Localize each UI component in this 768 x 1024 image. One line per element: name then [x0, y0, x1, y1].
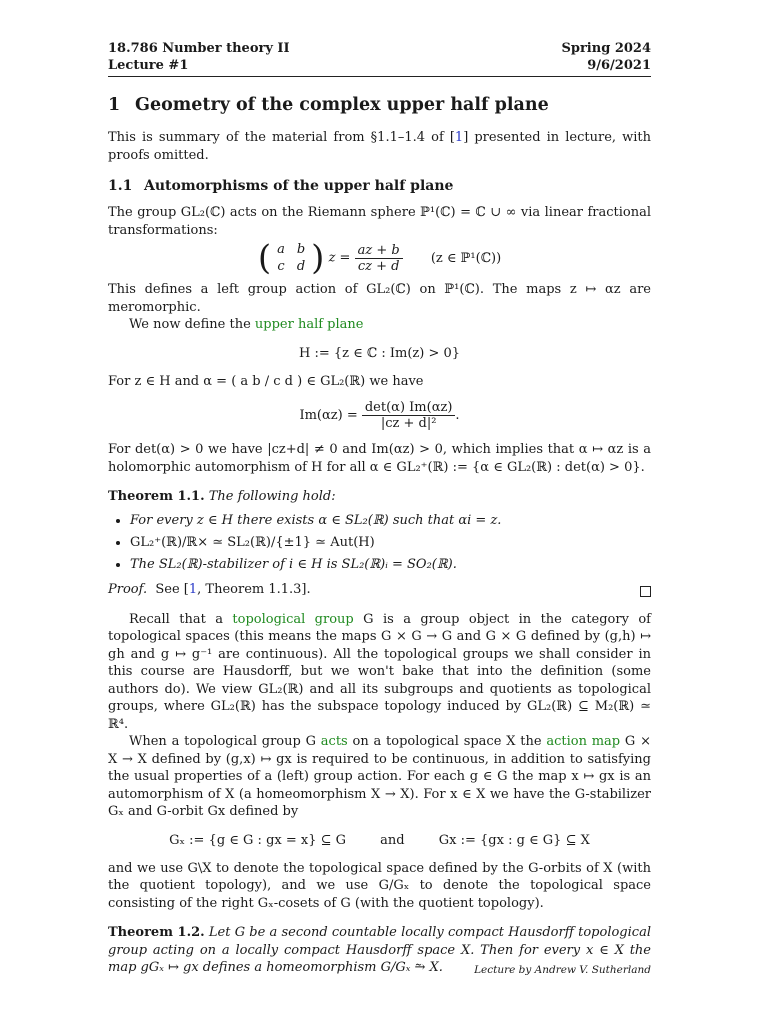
paragraph-quotient-topology: and we use G\X to denote the topological space defined by the G-orbits of X (with the quotient topology), and we use G/Gₓ to denote the topological space consisting of the right Gₓ-cosets of G (with the quotient topology). [108, 860, 651, 911]
paragraph-text: on a topological space X the [347, 734, 547, 749]
header-rule [108, 76, 651, 77]
theorem-1-1 [108, 488, 651, 506]
define-text: We now define the [129, 317, 255, 332]
paragraph-action-map [108, 733, 651, 821]
topological-group-link[interactable]: topological group [232, 611, 354, 627]
equation-period: . [455, 408, 460, 423]
intro-text-end: ] presented in lecture, with proofs omitted. [108, 130, 651, 163]
section-number: 1 [108, 95, 121, 115]
equation-lhs: Im(αz) = [299, 408, 358, 423]
paragraph-text: G is a group object in the category of topological spaces (this means the maps G × G → G and G × G defined by (g,h) ↦ gh and g ↦ g⁻¹ are continuous). All the topological groups we shall consider in this course are Hausdorff, but we won't bake that into the definition (some authors do). We view GL₂(ℝ) and all its subgroups and quotients as topological groups, where GL₂(ℝ) has the subspace topology induced by GL₂(ℝ) ⊆ M₂(ℝ) ≃ ℝ⁴. [108, 611, 651, 732]
action-map-link[interactable]: action map [546, 734, 621, 749]
footer-attribution: Lecture by Andrew V. Sutherland [474, 964, 651, 976]
citation-link[interactable]: 1 [188, 581, 198, 597]
numerator: az + b [355, 243, 403, 259]
equation-lhs: z = [328, 250, 351, 266]
proof-text-end: , Theorem 1.1.3]. [197, 581, 311, 597]
paragraph-topological-group [108, 611, 651, 734]
qed-icon [640, 586, 651, 597]
theorem-intro: The following hold: [208, 489, 336, 504]
lecture-number: Lecture #1 [108, 58, 189, 73]
theorem-body: Let G be a second countable locally compact Hausdorff topological group acting on a locally compact Hausdorff space X. Then for every x ∈ X the map gGₓ ↦ gx defines a homeomorphism G/Gₓ ⥲ X. [108, 925, 651, 975]
paragraph-for-z-in-h: For z ∈ H and α = ( a b / c d ) ∈ GL₂(ℝ) we have [108, 373, 424, 389]
paragraph-define-upper-half-plane [108, 316, 651, 334]
equation-linear-fractional [108, 238, 651, 278]
matrix-entry: c [277, 259, 285, 274]
fraction [355, 243, 403, 274]
equation-upper-half-plane: H := {z ∈ ℂ : Im(z) > 0} [298, 345, 461, 361]
theorem-label: Theorem 1.2. [108, 925, 205, 940]
list-item: • GL₂⁺(ℝ)/ℝ× ≃ SL₂(ℝ)/{±1} ≃ Aut(H) [130, 532, 651, 554]
acts-link[interactable]: acts [320, 734, 348, 749]
citation-link[interactable]: 1 [454, 130, 464, 145]
subsection-number: 1.1 [108, 178, 133, 194]
paragraph-group-action: The group GL₂(ℂ) acts on the Riemann sphere ℙ¹(ℂ) = ℂ ∪ ∞ via linear fractional transformations: [108, 205, 651, 238]
matrix-entry: a [277, 242, 285, 257]
proof [108, 582, 651, 597]
section-title: Geometry of the complex upper half plane [135, 95, 549, 115]
stabilizer-definition: Gₓ := {g ∈ G : gx = x} ⊆ G [169, 832, 347, 848]
course-title: 18.786 Number theory II [108, 41, 290, 56]
matrix-entry: d [296, 259, 306, 274]
list-item: • For every z ∈ H there exists α ∈ SL₂(ℝ) such that αi = z. [130, 510, 651, 532]
numerator: det(α) Im(αz) [362, 400, 456, 416]
fraction [362, 400, 456, 431]
paragraph-text: Recall that a [129, 611, 233, 627]
paragraph-text: When a topological group G [129, 734, 321, 749]
theorem-label: Theorem 1.1. [108, 489, 205, 504]
paragraph-holomorphic-automorphism: For det(α) > 0 we have |cz+d| ≠ 0 and Im(αz) > 0, which implies that α ↦ αz is a holomorphic automorphism of H for all α ∈ GL₂⁺(ℝ) := {α ∈ GL₂(ℝ) : det(α) > 0}. [108, 442, 651, 475]
proof-label: Proof. [108, 581, 148, 597]
proof-text: See [ [155, 581, 189, 597]
subsection-title: Automorphisms of the upper half plane [144, 178, 454, 194]
matrix: ( a b c d ) [257, 238, 325, 278]
denominator: |cz + d|² [380, 416, 437, 431]
running-header [108, 40, 651, 74]
equation-condition: (z ∈ ℙ¹(ℂ)) [430, 250, 502, 266]
equation-imaginary-part [108, 400, 651, 431]
theorem-list [108, 510, 651, 576]
list-item: • The SL₂(ℝ)-stabilizer of i ∈ H is SL₂(ℝ)ᵢ = SO₂(ℝ). [130, 554, 651, 576]
page [108, 40, 651, 977]
term: Spring 2024 [561, 41, 651, 56]
equation-connector: and [380, 832, 405, 848]
paragraph-left-action: This defines a left group action of GL₂(ℂ) on ℙ¹(ℂ). The maps z ↦ αz are meromorphic. [108, 282, 651, 315]
intro-text: This is summary of the material from §1.1–1.4 of [ [108, 130, 455, 145]
orbit-definition: Gx := {gx : g ∈ G} ⊆ X [438, 832, 590, 848]
subsection-heading [108, 178, 651, 194]
intro-paragraph [108, 129, 651, 164]
denominator: cz + d [357, 258, 400, 274]
upper-half-plane-link[interactable]: upper half plane [254, 317, 364, 332]
equation-stabilizer-orbit [108, 833, 651, 848]
paragraph-text: G × X → X defined by (g,x) ↦ gx is required to be continuous, in addition to satisfying the usual properties of a (left) group action. For each g ∈ G the map x ↦ gx is an automorphism of X (a homeomorphism X → X). For x ∈ X we have the G-stabilizer Gₓ and G-orbit Gx defined by [108, 734, 651, 819]
section-heading [108, 95, 651, 115]
lecture-date: 9/6/2021 [587, 58, 651, 73]
matrix-entry: b [296, 242, 306, 257]
